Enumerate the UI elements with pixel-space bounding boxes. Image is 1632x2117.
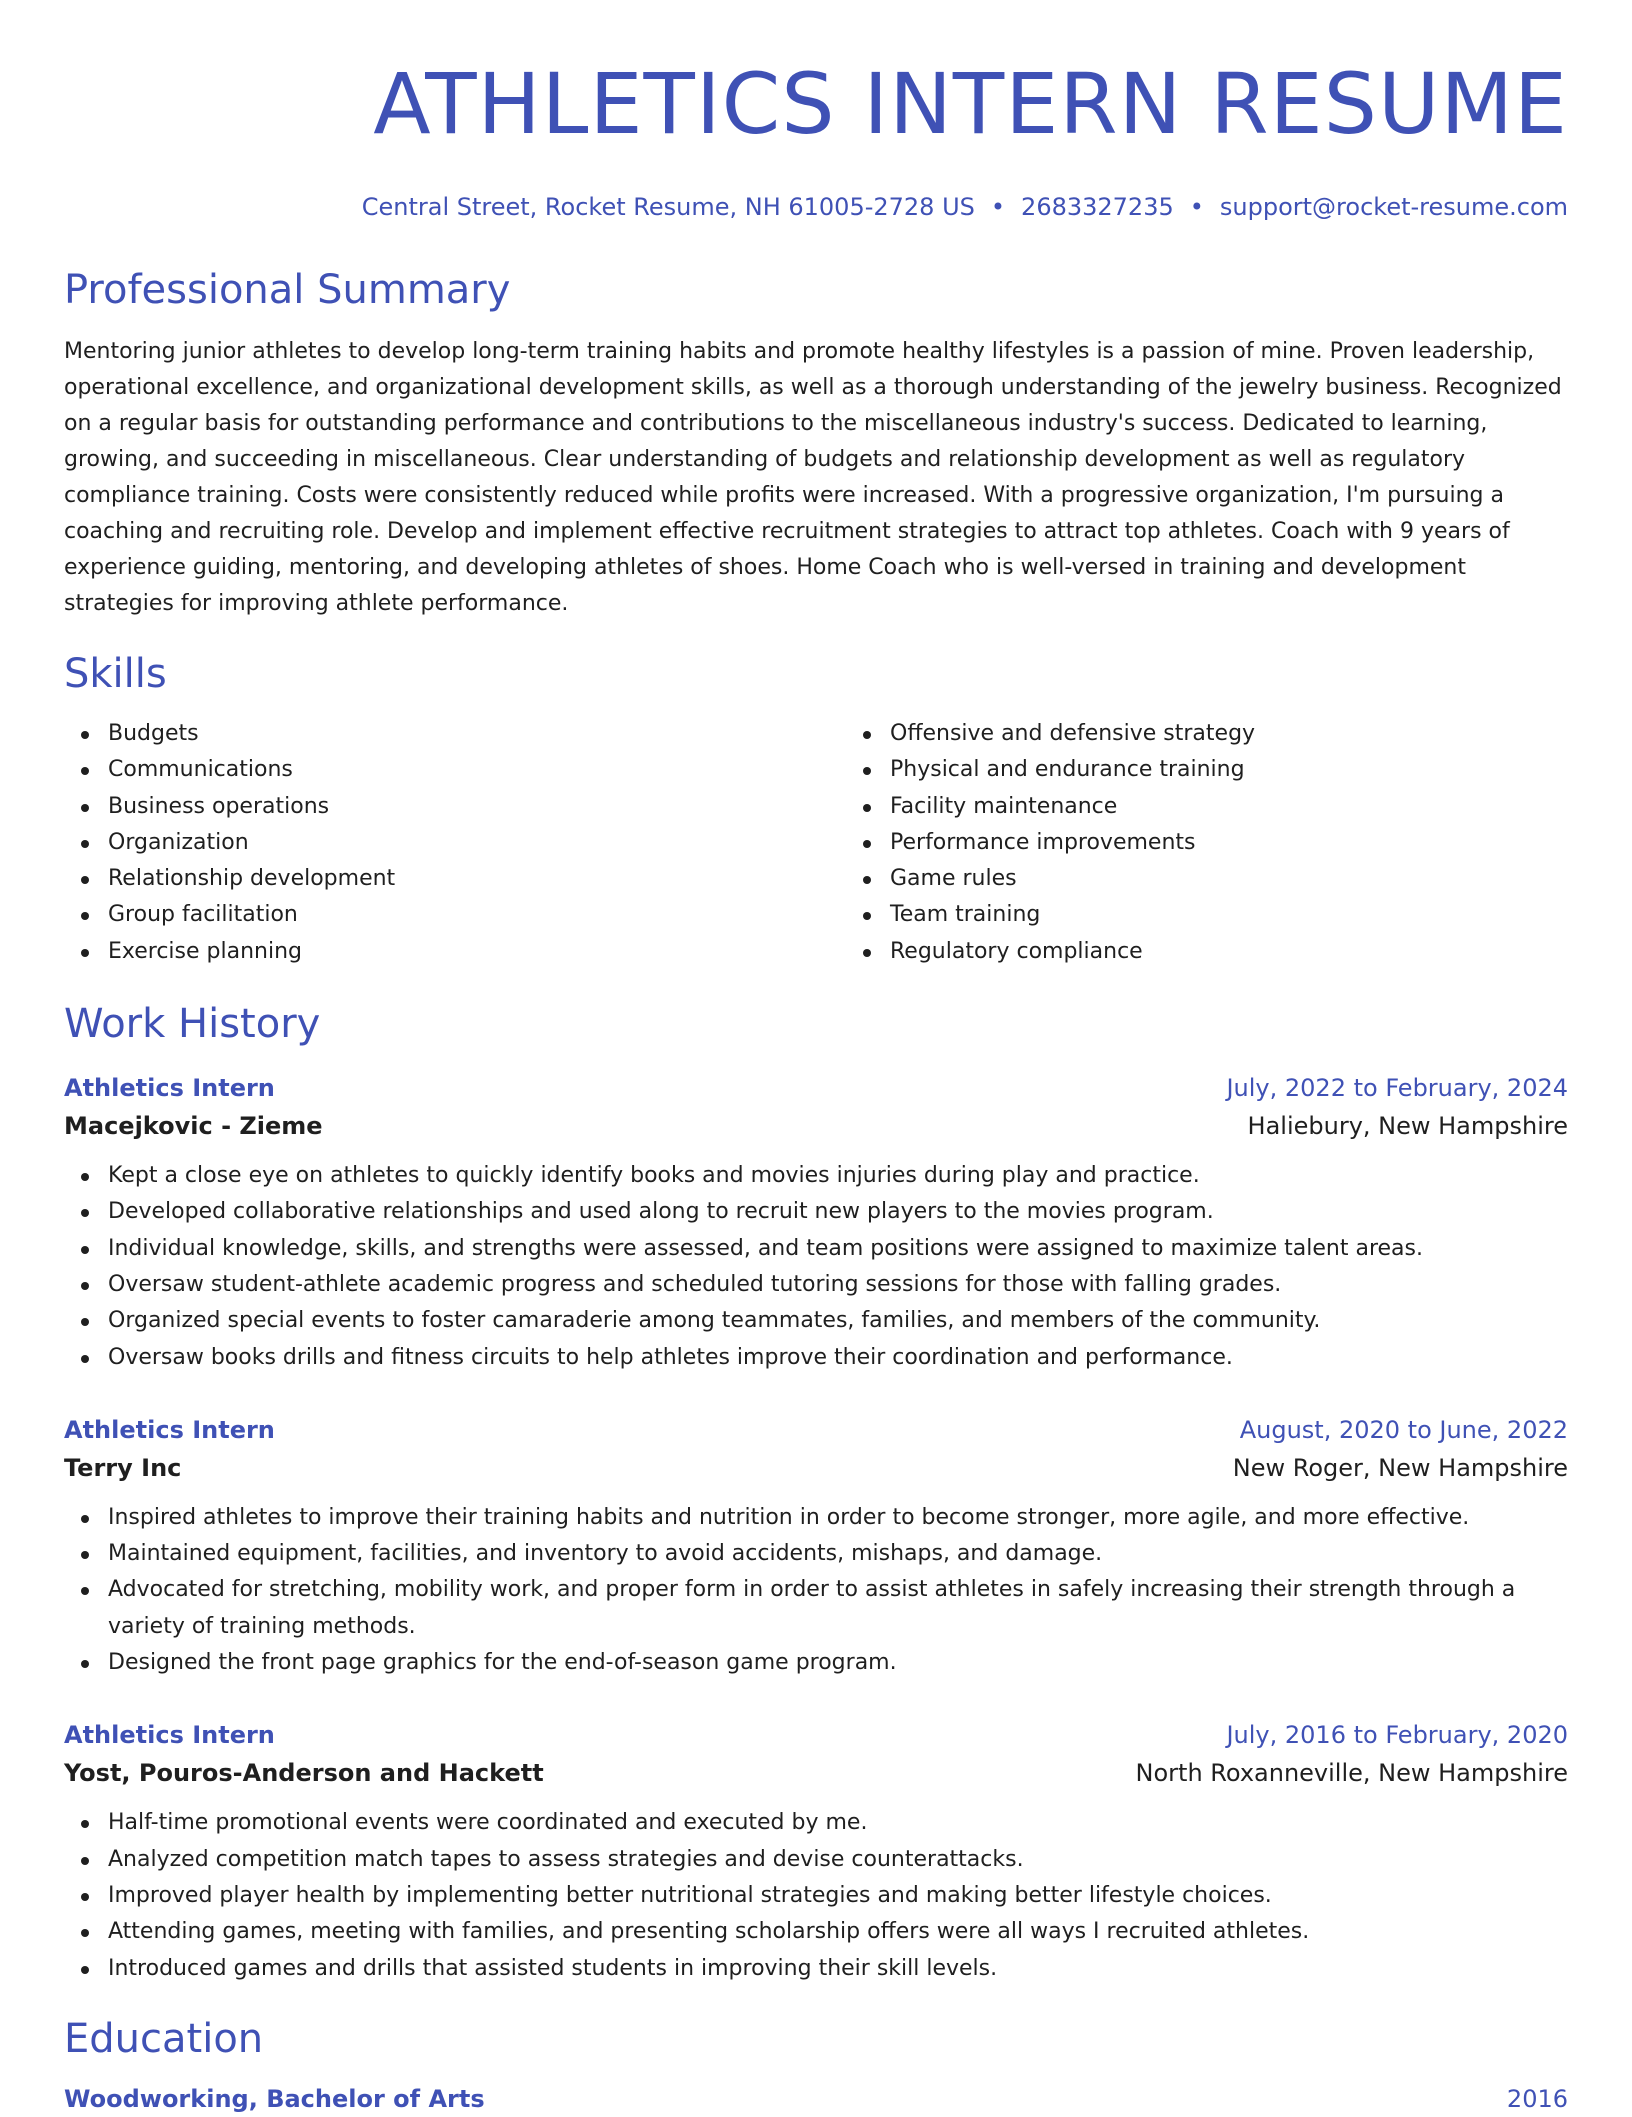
job-title: Athletics Intern — [64, 1074, 275, 1103]
skill-item: Offensive and defensive strategy — [890, 716, 1568, 752]
job-bullets — [64, 1500, 1568, 1681]
work-history-heading: Work History — [64, 1001, 321, 1048]
skill-item: Regulatory compliance — [890, 934, 1568, 970]
job-company: Macejkovic - Zieme — [64, 1112, 323, 1141]
skills-column-right — [806, 716, 1568, 970]
contact-separator: • — [1189, 193, 1204, 221]
job-company: Yost, Pouros-Anderson and Hackett — [64, 1759, 544, 1788]
job-bullet: Oversaw books drills and fitness circuits to help athletes improve their coordination and performance. — [108, 1340, 1568, 1376]
education-year: 2016 — [1506, 2084, 1568, 2113]
skill-item: Performance improvements — [890, 825, 1568, 861]
job-bullet: Inspired athletes to improve their training habits and nutrition in order to become stronger, more agile, and more effective. — [108, 1500, 1568, 1536]
skills-heading: Skills — [64, 651, 167, 697]
summary-heading: Professional Summary — [64, 267, 511, 313]
job-title: Athletics Intern — [64, 1415, 275, 1444]
skill-item: Organization — [108, 825, 806, 861]
job-bullet: Individual knowledge, skills, and strengths were assessed, and team positions were assigned to maximize talent areas. — [108, 1231, 1568, 1267]
job-entry — [64, 1717, 1568, 1986]
job-location: North Roxanneville, New Hampshire — [1135, 1759, 1568, 1788]
contact-separator: • — [990, 193, 1006, 221]
job-bullet: Developed collaborative relationships and used along to recruit new players to the movies program. — [108, 1194, 1568, 1230]
skills-column-left — [64, 716, 806, 970]
job-entry — [64, 1070, 1568, 1376]
contact-email: support@rocket-resume.com — [1219, 193, 1568, 221]
education-heading: Education — [64, 2015, 264, 2062]
job-bullets — [64, 1158, 1568, 1376]
skill-item: Team training — [890, 897, 1568, 933]
skills-list — [64, 716, 1568, 970]
contact-address: Central Street, Rocket Resume, NH 61005-2728 US — [361, 193, 975, 221]
skill-item: Game rules — [890, 861, 1568, 897]
skill-item: Group facilitation — [108, 897, 806, 933]
skill-item: Exercise planning — [108, 934, 806, 970]
job-bullet: Analyzed competition match tapes to assess strategies and devise counterattacks. — [108, 1842, 1568, 1878]
page-title: ATHLETICS INTERN RESUME — [373, 55, 1568, 153]
job-dates: August, 2020 to June, 2022 — [1239, 1415, 1568, 1444]
job-dates: July, 2016 to February, 2020 — [1226, 1721, 1568, 1750]
job-location: Haliebury, New Hampshire — [1247, 1112, 1568, 1141]
skill-item: Business operations — [108, 789, 806, 825]
education-degree: Woodworking, Bachelor of Arts — [64, 2084, 485, 2113]
job-title: Athletics Intern — [64, 1721, 275, 1750]
job-bullet: Maintained equipment, facilities, and inventory to avoid accidents, mishaps, and damage. — [108, 1536, 1568, 1572]
job-bullet: Attending games, meeting with families, and presenting scholarship offers were all ways I recruited athletes. — [108, 1914, 1568, 1950]
job-location: New Roger, New Hampshire — [1232, 1453, 1568, 1482]
job-bullet: Improved player health by implementing better nutritional strategies and making better lifestyle choices. — [108, 1878, 1568, 1914]
job-dates: July, 2022 to February, 2024 — [1226, 1074, 1568, 1103]
job-bullet: Designed the front page graphics for the end-of-season game program. — [108, 1645, 1568, 1681]
skill-item: Relationship development — [108, 861, 806, 897]
job-bullet: Half-time promotional events were coordinated and executed by me. — [108, 1805, 1568, 1841]
job-bullet: Advocated for stretching, mobility work, and proper form in order to assist athletes in safely increasing their strength through a variety of training methods. — [108, 1572, 1568, 1645]
job-entry — [64, 1412, 1568, 1681]
job-bullet: Oversaw student-athlete academic progress and scheduled tutoring sessions for those with falling grades. — [108, 1267, 1568, 1303]
skill-item: Budgets — [108, 716, 806, 752]
skill-item: Communications — [108, 752, 806, 788]
skill-item: Facility maintenance — [890, 789, 1568, 825]
education-entry — [64, 2081, 1568, 2117]
job-bullet: Kept a close eye on athletes to quickly identify books and movies injuries during play and practice. — [108, 1158, 1568, 1194]
skill-item: Physical and endurance training — [890, 752, 1568, 788]
job-bullets — [64, 1805, 1568, 1986]
resume-page — [64, 0, 1568, 2117]
job-company: Terry Inc — [64, 1453, 182, 1482]
job-bullet: Organized special events to foster camaraderie among teammates, families, and members of the community. — [108, 1303, 1568, 1339]
job-bullet: Introduced games and drills that assisted students in improving their skill levels. — [108, 1951, 1568, 1987]
summary-text: Mentoring junior athletes to develop long-term training habits and promote healthy lifestyles is a passion of mine. Proven leadership, operational excellence, and organizational development skills, as well as a thorough understanding of the jewelry business. Recognized on a regular basis for outstanding performance and contributions to the miscellaneous industry's success. Dedicated to learning, growing, and succeeding in miscellaneous. Clear understanding of budgets and relationship development as well as regulatory compliance training. Costs were consistently reduced while profits were increased. With a progressive organization, I'm pursuing a coaching and recruiting role. Develop and implement effective recruitment strategies to attract top athletes. Coach with 9 years of experience guiding, mentoring, and developing athletes of shoes. Home Coach who is well-versed in training and development strategies for improving athlete performance. — [64, 339, 1562, 616]
contact-phone: 2683327235 — [1021, 193, 1174, 221]
contact-line — [64, 192, 1568, 222]
